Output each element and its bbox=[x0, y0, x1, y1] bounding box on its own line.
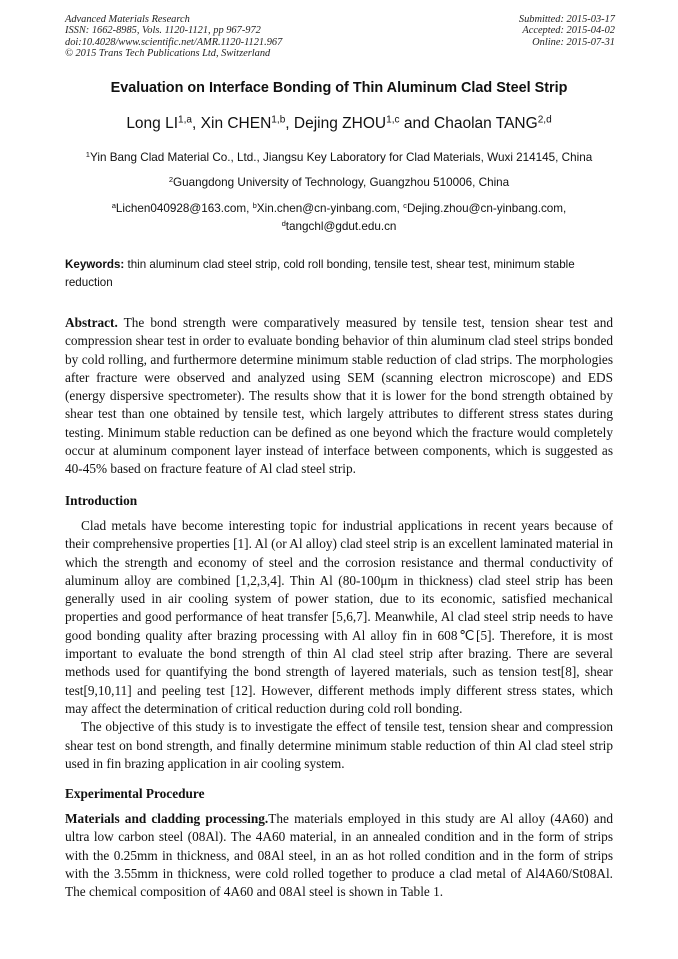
paper-title: Evaluation on Interface Bonding of Thin Aluminum Clad Steel Strip bbox=[110, 80, 568, 96]
author-name: Dejing ZHOU bbox=[293, 115, 387, 132]
introduction-heading: Introduction bbox=[65, 493, 138, 508]
email-separator: , bbox=[396, 202, 404, 215]
author-affiliation-mark: 1,c bbox=[386, 114, 400, 126]
affiliation-2 bbox=[0, 175, 678, 190]
email-mark: a bbox=[111, 200, 116, 210]
author-separator: and bbox=[399, 115, 435, 132]
author-separator: , bbox=[192, 115, 201, 132]
email-address[interactable]: tangchl@gdut.edu.cn bbox=[285, 220, 397, 233]
materials-subheading: Materials and cladding processing. bbox=[65, 811, 269, 826]
email-mark: d bbox=[281, 218, 286, 228]
author-name: Xin CHEN bbox=[200, 115, 272, 132]
paragraph: Clad metals have become interesting topic for industrial applications in recent years because of their comprehensive properties [1]. Al (or Al alloy) clad steel strip is an excellent laminated material in which the strength and economy of steel and the corrosion resistance and thermal conductivity of aluminum alloy are combined [1,2,3,4]. Thin Al (80-100μm in thickness) clad steel strip has been generally used in air cooling system of power station, due to its economic, satisfied mechanical properties and good performance of heat transfer [5,6,7]. Meanwhile, Al clad steel strip needs to have good bonding quality after brazing processing with Al alloy fin in 608℃[5]. Therefore, it is most important to evaluate the bond strength of thin Al clad steel strip after brazing. There are several methods used for quantifying the bond strength of layered materials, such as tension test[8], shear test[9,10,11] and peeling test [12]. However, different methods imply different stress states, which may affect the determination of critical reduction during cold roll bonding. bbox=[65, 518, 613, 716]
affiliation-mark: 1 bbox=[85, 149, 91, 159]
affiliation-mark: 2 bbox=[168, 174, 174, 184]
affiliation-text: Guangdong University of Technology, Guangzhou 510006, China bbox=[173, 176, 510, 189]
email-address[interactable]: Dejing.zhou@cn-yinbang.com bbox=[406, 202, 564, 215]
journal-name: Advanced Materials Research bbox=[65, 14, 190, 25]
copyright-line: © 2015 Trans Tech Publications Ltd, Switzerland bbox=[65, 48, 271, 60]
doi-line: doi:10.4028/www.scientific.net/AMR.1120-1121.967 bbox=[65, 36, 283, 48]
abstract-text: The bond strength were comparatively measured by tensile test, tension shear test and compression shear test in order to evaluate bonding behavior of thin aluminum clad steel strips bonded by cold rolling, and furthermore determine minimum stable reduction of clad strips. The morphologies after fracture were observed and analyzed using SEM (scanning electron microscope) and EDS (energy dispersive spectrometer). The results show that it is lower for the bond strength obtained by shear test than one obtained by tensile test, which largely attributes to different stress states during testing. Minimum stable reduction can be defined as one beyond which the fracture would completely occur at aluminum component layer instead of interface between components, which is suggested as 40-45% based on fracture feature of Al clad steel strip. bbox=[65, 315, 613, 477]
dates-info bbox=[519, 14, 615, 48]
keywords-label: Keywords: bbox=[65, 258, 125, 271]
author-name: Long LI bbox=[126, 115, 179, 132]
author-list bbox=[0, 114, 678, 134]
paragraph: The objective of this study is to investigate the effect of tensile test, tension shear and compression shear test on bond strength, and finally determine minimum stable reduction of thin Al clad steel strip used in fin brazing application in air cooling system. bbox=[65, 719, 613, 771]
email-list bbox=[0, 200, 678, 236]
experimental-heading: Experimental Procedure bbox=[65, 786, 205, 801]
author-separator: , bbox=[285, 115, 294, 132]
keywords-text: thin aluminum clad steel strip, cold roll bonding, tensile test, shear test, minimum stable reduction bbox=[65, 258, 575, 289]
abstract-block bbox=[65, 314, 613, 479]
author-affiliation-mark: 1,a bbox=[178, 114, 193, 126]
email-mark: c bbox=[403, 200, 407, 210]
email-address[interactable]: Xin.chen@cn-yinbang.com bbox=[256, 202, 397, 215]
introduction-body bbox=[65, 517, 613, 773]
affiliation-1 bbox=[0, 150, 678, 165]
email-separator: , bbox=[246, 202, 253, 215]
abstract-label: Abstract. bbox=[65, 315, 118, 330]
email-address[interactable]: Lichen040928@163.com bbox=[115, 202, 247, 215]
author-name: Chaolan TANG bbox=[434, 115, 538, 132]
journal-info bbox=[65, 14, 282, 60]
author-affiliation-mark: 2,d bbox=[537, 114, 552, 126]
keywords-block bbox=[65, 256, 613, 291]
materials-text: The materials employed in this study are Al alloy (4A60) and ultra low carbon steel (08Al). The 4A60 material, in an annealed condition and in the form of strips with the 0.25mm in thickness, and 08Al steel, in an as hot rolled condition and in the form of strips with the 3.55mm in thickness, were cold rolled together to produce a clad metal of Al4A60/St08Al. The chemical composition of 4A60 and 08Al steel is shown in Table 1. bbox=[65, 811, 614, 900]
online-date: Online: 2015-07-31 bbox=[532, 36, 615, 48]
author-affiliation-mark: 1,b bbox=[271, 114, 286, 126]
issn-line: ISSN: 1662-8985, Vols. 1120-1121, pp 967-972 bbox=[65, 25, 261, 37]
accepted-date: Accepted: 2015-04-02 bbox=[522, 25, 615, 37]
submitted-date: Submitted: 2015-03-17 bbox=[518, 14, 615, 25]
experimental-body bbox=[65, 810, 613, 901]
email-separator: , bbox=[563, 202, 567, 215]
email-mark: b bbox=[252, 200, 257, 210]
affiliation-text: Yin Bang Clad Material Co., Ltd., Jiangsu Key Laboratory for Clad Materials, Wuxi 214145, China bbox=[90, 151, 593, 164]
